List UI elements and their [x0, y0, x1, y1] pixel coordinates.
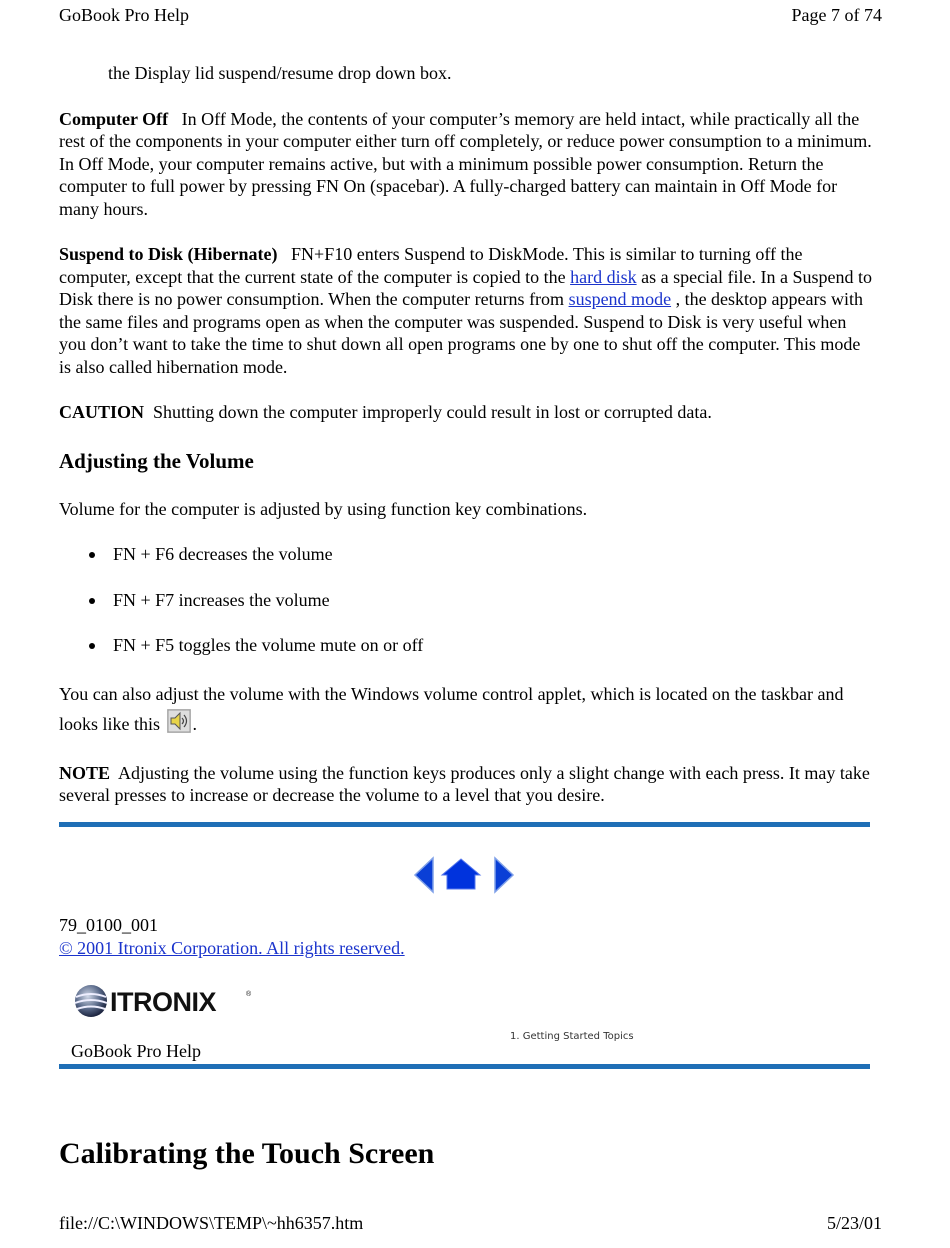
note-term: NOTE — [59, 762, 111, 783]
list-item-text: FN + F6 decreases the volume — [113, 544, 333, 564]
applet-end: . — [192, 713, 198, 734]
sub-header-title: GoBook Pro Help — [71, 1041, 201, 1061]
list-item — [59, 543, 875, 566]
caution-text: Shutting down the computer improperly could result in lost or corrupted data. — [153, 402, 712, 422]
applet-text: You can also adjust the volume with the Windows volume control applet, which is located on the taskbar and looks like this — [59, 683, 844, 734]
list-item-text: FN + F5 toggles the volume mute on or off — [113, 635, 424, 655]
speaker-icon — [167, 709, 191, 733]
volume-heading: Adjusting the Volume — [59, 448, 254, 473]
note-paragraph — [59, 762, 875, 807]
hard-disk-link[interactable]: hard disk — [570, 266, 637, 287]
logo-wordmark: ITRONIX — [110, 987, 217, 1017]
volume-list — [59, 543, 875, 657]
list-item — [59, 589, 875, 612]
doc-id: 79_0100_001 — [59, 915, 158, 935]
home-icon[interactable] — [442, 859, 480, 889]
itronix-logo — [72, 982, 262, 1022]
bullet-icon — [89, 598, 95, 604]
page-number: Page 7 of 74 — [791, 5, 882, 25]
bullet-icon — [89, 552, 95, 558]
svg-text:®: ® — [246, 991, 252, 998]
navigation-bar — [412, 856, 516, 894]
next-section-heading: Calibrating the Touch Screen — [59, 1137, 435, 1170]
suspend-disk-text-2: as a special file. In a Suspend to Disk there is no power consumption. When the computer returns from — [59, 266, 873, 309]
nav-icons — [412, 856, 516, 894]
suspend-disk-paragraph — [59, 243, 875, 378]
divider-bottom — [59, 1064, 870, 1069]
globe-logo-icon — [72, 982, 262, 1022]
computer-off-term: Computer Off — [59, 108, 169, 129]
intro-line: the Display lid suspend/resume drop down box. — [108, 63, 452, 83]
caution-paragraph — [59, 401, 875, 424]
suspend-disk-text-1: FN+F10 enters Suspend to DiskMode. This is similar to turning off the computer, except that the current state of the computer is copied to the — [59, 244, 803, 287]
volume-intro: Volume for the computer is adjusted by using function key combinations. — [59, 498, 588, 519]
copyright-link[interactable]: © 2001 Itronix Corporation. All rights reserved. — [59, 937, 405, 958]
applet-paragraph — [59, 680, 875, 739]
divider-top — [59, 822, 870, 827]
topic-note: 1. Getting Started Topics — [510, 1031, 634, 1042]
previous-arrow-icon[interactable] — [415, 858, 433, 892]
footer-date: 5/23/01 — [826, 1213, 882, 1233]
computer-off-paragraph — [59, 108, 875, 221]
footer-path: file://C:\WINDOWS\TEMP\~hh6357.htm — [59, 1213, 364, 1233]
bullet-icon — [89, 643, 95, 649]
suspend-disk-text-3: , the desktop appears with the same files and programs open as when the computer was suspended. Suspend to Disk is very useful when you don’t want to take the time to shut down all open programs one by one to shut off the computer. This mode is also called hibernation mode. — [59, 289, 864, 377]
list-item-text: FN + F7 increases the volume — [113, 589, 330, 610]
list-item — [59, 634, 875, 657]
suspend-mode-link[interactable]: suspend mode — [568, 289, 672, 309]
computer-off-text: In Off Mode, the contents of your computer’s memory are held intact, while practically all the rest of the components in your computer either turn off completely, or reduce power consumption to a minimum. In Off Mode, your computer remains active, but with a minimum possible power consumption. Return the computer to full power by pressing FN On (spacebar). A fully-charged battery can maintain in Off Mode for many hours. — [59, 108, 872, 219]
suspend-disk-term: Suspend to Disk (Hibernate) — [59, 244, 278, 264]
caution-term: CAUTION — [59, 402, 145, 422]
main-content — [59, 62, 875, 807]
next-arrow-icon[interactable] — [495, 858, 513, 892]
note-text: Adjusting the volume using the function keys produces only a slight change with each press. It may take several presses to increase or decrease the volume to a level that you desire. — [59, 762, 870, 805]
header-title: GoBook Pro Help — [59, 5, 189, 25]
document-meta — [59, 914, 405, 959]
